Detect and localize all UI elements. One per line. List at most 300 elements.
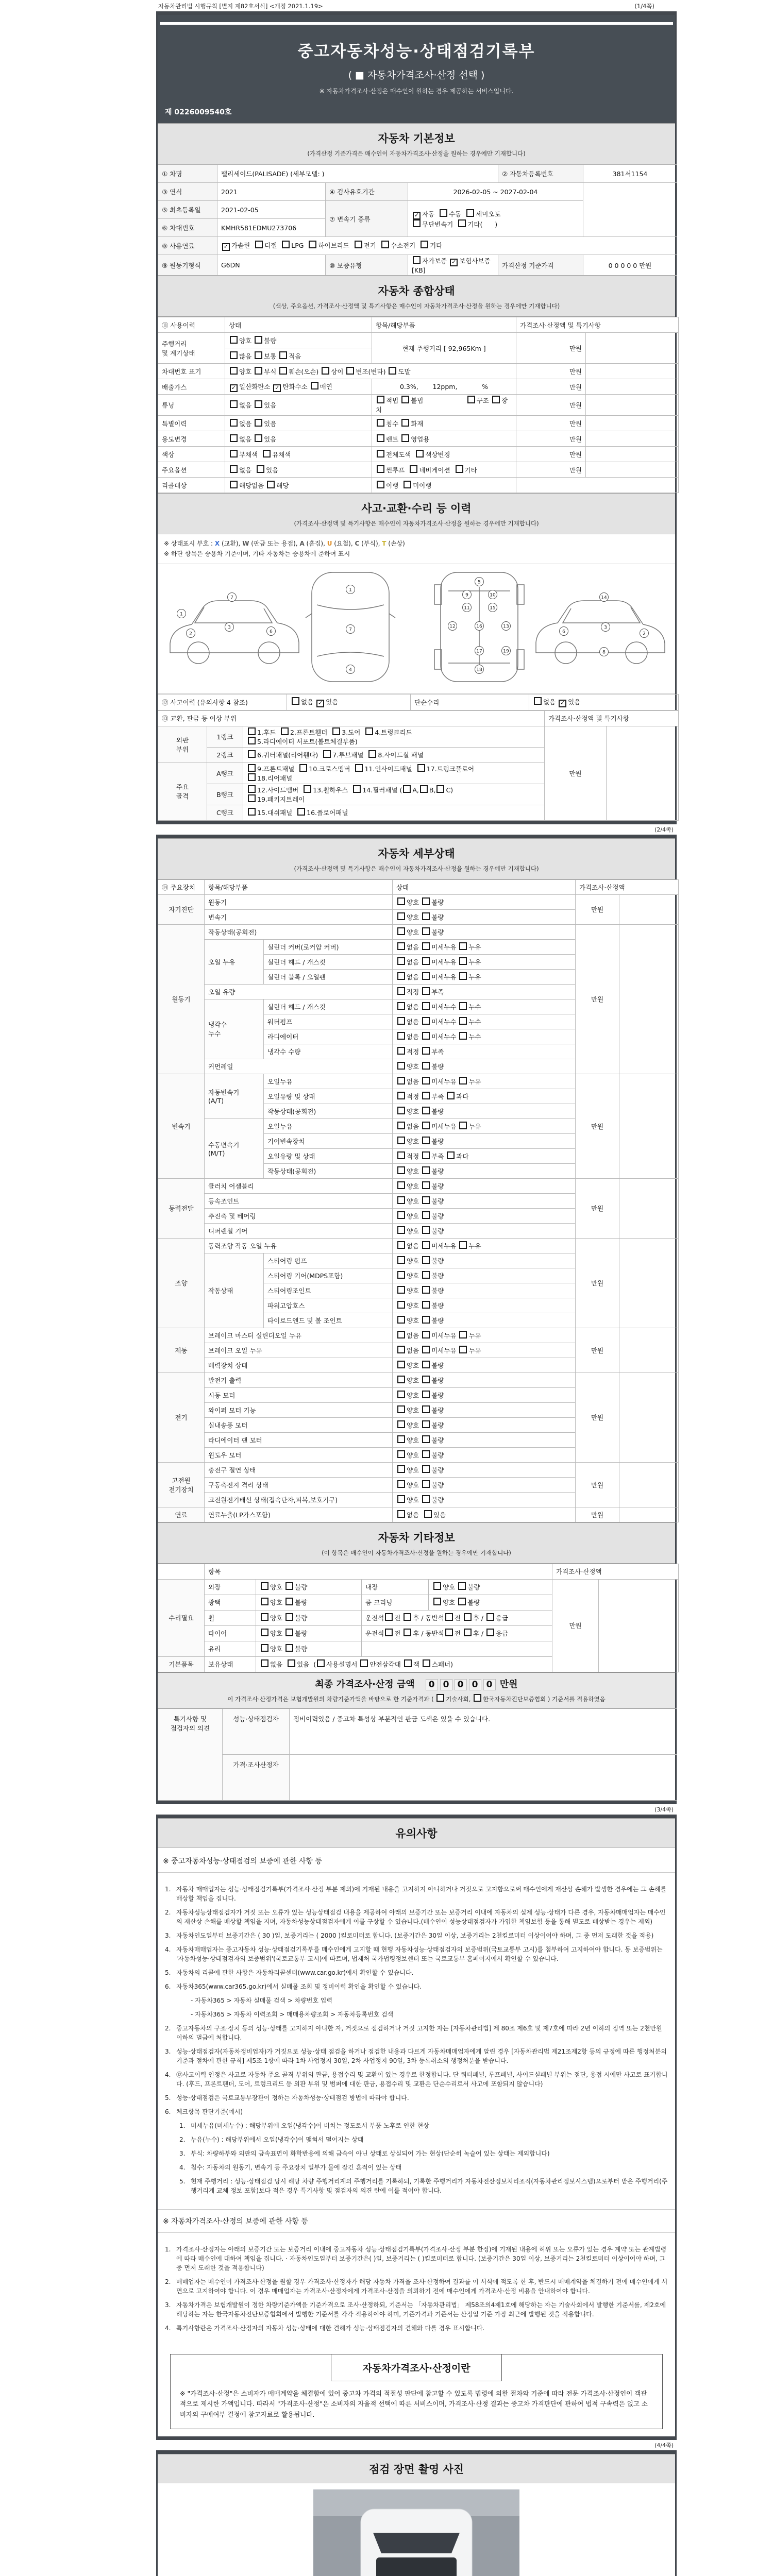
checkbox-icon [459,1002,467,1010]
price-definition-body: ※ "가격조사·산정"은 소비자가 매매계약을 체결함에 있어 중고차 가격의 적절성 판단에 참고할 수 있도록 법령에 의한 절차와 기준에 따라 전문 가격조사·산정인이 객관적으로 제시한 가액입니다. 따라서 "가격조사·산정"은 소비자의 자율적 선택에 따른 서비스이며, 가격조사·산정 결과는 중고차 가격판단에 관하여 법적 구속력은 없고 소비자의 구매여부 결정에 참고자료로 활용됩니다. [180,2389,648,2419]
checkbox-icon [332,727,340,735]
checkbox-icon [445,1613,453,1621]
checkbox-icon [397,1420,405,1428]
table-cell: ⑩ 보증유형 [326,255,408,276]
checkbox-icon [436,1694,444,1702]
checkbox-cell: 없음 있음 ( 사용설명서 안전삼각대 잭 스패너) [256,1656,552,1672]
checkbox-icon [377,419,384,427]
checkbox-icon [397,1196,405,1204]
table-cell [619,1507,679,1522]
checkbox-icon [261,1644,268,1652]
checkbox-icon [447,1092,455,1099]
checkbox-cell: 양호 불량 [393,1163,576,1178]
checkbox-icon [422,1196,430,1204]
svg-text:8: 8 [602,650,606,655]
checkbox-icon [416,450,424,457]
checkbox-icon [255,419,262,427]
checkbox-icon [397,1137,405,1144]
detail-state-table [158,879,675,1522]
checkbox-cell: 없음 미세누유 누유 [393,1328,576,1343]
checkbox-icon [422,1122,430,1129]
checkbox-icon [433,1582,441,1590]
notice-item: 3. 부식: 차량하부와 외판의 금속표면이 화학반응에 의해 금속이 아닌 상태로 상실되어 가는 현상(단순히 녹슬어 있는 상태는 제외합니다) [179,2149,550,2157]
section-subtitle: (가격산정 기준가격은 매수인이 자동차가격조사·산정을 원하는 경우에만 기재합니다) [307,150,526,157]
table-cell: ⑧ 사용연료 [158,237,217,255]
checkbox-cell: 렌트 영업용 [372,431,516,447]
checkbox-cell: 적정 부족 [393,984,576,999]
checkbox-cell: 양호 불량 [393,1417,576,1432]
checkbox-icon [365,727,373,735]
checkbox-cell: 없음 미세누유 누유 [393,954,576,969]
checkbox-icon [422,1450,430,1458]
checkbox-icon [292,697,299,705]
svg-text:14: 14 [601,595,607,601]
checkbox-icon [261,1629,268,1636]
checkbox-cell: 양호 불량 [225,333,372,348]
table-cell: 냉각수 누수 [205,999,264,1059]
checkbox-icon [397,1376,405,1383]
checkbox-icon [397,1346,405,1353]
checkbox-icon [422,957,430,965]
checkbox-cell: 양호 불량 [429,1579,552,1595]
checkbox-cell: 없음 있음 [225,395,372,416]
table-cell: 만원 [545,726,607,820]
table-cell: 자기진단 [158,894,205,924]
page-4 [156,2450,677,2576]
table-cell: 디퍼렌셜 기어 [205,1223,393,1238]
table-cell: 실린더 헤드 / 개스킷 [264,954,393,969]
table-cell: 오일누유 [264,1074,393,1089]
notice-item: 6. 체크항목 판단기준(예시) [165,2108,243,2115]
notice-header [158,1818,675,1848]
table-cell [607,726,679,820]
table-cell: 구동축전지 격리 상태 [205,1477,393,1492]
checkbox-cell: 양호 불량 [393,1477,576,1492]
table-cell: 고전원 전기장치 [158,1462,205,1507]
checkbox-icon [422,1226,430,1234]
svg-text:1: 1 [349,587,352,593]
inspector-opinion-table [158,1708,675,1801]
checkbox-icon [248,727,256,735]
table-cell: 휠 [205,1610,256,1625]
report-note: ※ 자동차가격조사·산정은 매수인이 원하는 경우 제공하는 서비스입니다. [319,88,514,95]
checkbox-icon [230,336,238,344]
checkbox-icon [422,1271,430,1279]
checkbox-icon [433,1598,441,1605]
table-cell: 브레이크 마스터 실린더오일 누유 [205,1328,393,1343]
checkbox-icon [355,764,363,772]
notice-item: 2. 누유(누수) : 해당부위에서 오일(냉각수)이 맺혀서 떨어지는 상태 [179,2136,364,2143]
checkbox-icon [385,1629,393,1636]
checkbox-cell: 없음 있음 [225,416,372,431]
table-cell [619,1328,679,1372]
table-cell: 기본품목 [158,1656,205,1672]
table-cell: 연료누출(LP가스포함) [205,1507,393,1522]
table-cell: ⑤ 최초등록일 [158,201,217,219]
checkbox-icon [417,764,425,772]
checkbox-icon [459,1032,467,1040]
checkbox-icon [397,1181,405,1189]
checkbox-icon [230,481,238,488]
table-cell [586,395,679,416]
table-cell [619,894,679,924]
checkbox-icon [255,241,263,248]
checkbox-icon [492,396,500,403]
notice-item: 4. 특기사항란은 가격조사·산정자의 자동차 성능·상태에 대한 견해가 성능·상태점검자의 견해와 다를 경우 표시합니다. [165,2324,485,2332]
checkbox-icon [397,912,405,920]
table-cell: 클러치 어셈블리 [205,1178,393,1193]
checkbox-icon [422,1435,430,1443]
checkbox-cell: 없음 미세누수 누수 [393,1029,576,1044]
checkbox-icon [421,241,428,248]
price-digit-box: 0 [455,1679,467,1690]
svg-text:1: 1 [180,612,183,617]
checkbox-icon [397,1510,405,1518]
checkbox-cell: 없음 미세누수 누수 [393,999,576,1014]
table-cell: 만원 [516,447,586,462]
table-cell: 룸 크리닝 [362,1595,429,1610]
checkbox-icon [422,1241,430,1249]
table-cell: 0.3%, 12ppm, % [372,379,516,395]
checkbox-icon [422,1002,430,1010]
table-cell: 변속기 [158,1074,205,1178]
table-cell: 381서1154 [583,165,677,183]
notice-item: 5. 현재 주행거리 : 성능·상태점검 당시 해당 차량 주행거리계의 주행거리를 기록하되, 기록한 주행거리가 자동차전산정보처리조직(자동차관리정보시스템)으로부터 받은 주행거리(주행거리계 교체 정보 포함)보다 적은 경우 특기사항 및 점검자의 의견 란에 이를 적어야 합니다. [179,2177,668,2194]
checkbox-icon [377,396,384,403]
page-marker-3: (3/4쪽) [654,1806,674,1813]
checkbox-cell: 적법 불법 구조 장치 [372,395,516,416]
checkbox-icon [397,1331,405,1338]
checkbox-icon [459,942,467,950]
table-cell: 실내송풍 모터 [205,1417,393,1432]
table-cell: 동력전달 [158,1178,205,1238]
table-cell: 라디에이터 팬 모터 [205,1432,393,1447]
checkbox-icon [422,1331,430,1338]
checkbox-icon [397,972,405,980]
checkbox-icon [255,434,262,442]
svg-text:13: 13 [503,624,509,630]
checkbox-cell: 양호 불량 [393,1402,576,1417]
checkbox-icon [459,972,467,980]
checkbox-icon [255,367,262,375]
section-title: 자동차 기본정보 [378,132,455,145]
table-cell: C랭크 [207,805,243,820]
checkbox-icon [397,1062,405,1070]
checkbox-icon: ✓ [413,212,421,219]
accident-note-2: ※ 하단 항목은 승용차 기준이며, 기타 자동차는 승용차에 준하여 표시 [164,550,350,558]
checkbox-cell: 9.프론트패널 10.크로스멤버 11.인사이드패널 17.트렁크플로어 18.리어패널 [243,762,545,784]
checkbox-icon [422,1211,430,1219]
table-cell: 주요 골격 [158,762,207,820]
table-cell: 기어변속장치 [264,1133,393,1148]
table-cell: 만원 [576,1462,619,1507]
checkbox-icon [397,1391,405,1398]
checkbox-icon [397,1301,405,1309]
checkbox-icon [397,1286,405,1294]
checkbox-icon [422,927,430,935]
table-cell: 가격조사·산정액 [552,1564,679,1579]
table-cell: 외장 [205,1579,256,1595]
checkbox-icon: ✓ [450,259,458,266]
table-cell: 타이어 [205,1625,256,1641]
checkbox-icon [397,1166,405,1174]
svg-text:15: 15 [490,605,496,611]
table-cell: 주요옵션 [158,462,225,478]
checkbox-icon [377,450,384,457]
table-cell: 만원 [576,1074,619,1178]
final-price-unit: 만원 [499,1679,518,1690]
checkbox-icon [304,785,311,793]
checkbox-icon [248,773,256,781]
checkbox-icon [447,1151,455,1159]
checkbox-icon [397,1032,405,1040]
checkbox-icon [397,1405,405,1413]
checkbox-icon [422,987,430,995]
checkbox-icon [422,1316,430,1324]
checkbox-icon [377,434,384,442]
table-cell: 상태 [225,317,372,333]
table-cell: 배력장치 상태 [205,1358,393,1372]
checkbox-cell: 양호 불량 [393,1059,576,1074]
checkbox-icon [422,1495,430,1503]
checkbox-icon [309,241,316,248]
table-cell: 광택 [205,1595,256,1610]
checkbox-icon [397,1151,405,1159]
checkbox-cell: 운전석 전 후 / 동반석 전 후 / 응급 [362,1625,552,1641]
checkbox-icon [422,1420,430,1428]
checkbox-icon [322,367,329,375]
checkbox-icon [248,808,256,816]
svg-text:17: 17 [476,649,482,654]
checkbox-cell: 없음 있음 [225,431,372,447]
checkbox-cell: 많음 보통 적음 [225,348,372,364]
checkbox-icon [422,1346,430,1353]
checkbox-cell: 없음 ✓ 있음 [287,694,411,710]
checkbox-icon [459,1122,467,1129]
table-cell: ② 자동차등록번호 [498,165,583,183]
table-cell: 항목 [205,1564,552,1579]
checkbox-cell: 없음 미세누유 누유 [393,1074,576,1089]
photos-title: 점검 장면 촬영 사진 [368,2463,464,2476]
accident-history-row [158,694,675,710]
page-1 [156,11,677,824]
svg-text:9: 9 [465,592,468,598]
checkbox-cell: 썬루프 네비게이션 기타 [372,462,516,478]
checkbox-cell: 없음 미세누유 누유 [393,939,576,954]
table-cell: 가격조사·산정액 및 특기사항 [545,710,679,726]
table-cell: 배출가스 [158,379,225,395]
notice-item: 5. 성능·상태점검은 국토교통부장관이 정하는 자동차성능·상태점검 방법에 따라야 합니다. [165,2094,409,2102]
checkbox-cell: 1.후드 2.프론트휀더 3.도어 4.트렁크리드 5.라디에이터 서포트(볼트체결부품) [243,726,545,747]
table-cell: 튜닝 [158,395,225,416]
table-cell: 오일 누유 [205,939,264,984]
table-cell: 와이퍼 모터 기능 [205,1402,393,1417]
table-cell: 가격조사·산정액 및 특기사항 [516,317,679,333]
section-title: 자동차 기타정보 [378,1531,455,1544]
table-cell: 충전구 절연 상태 [205,1462,393,1477]
notice-item: 2. 매매업자는 매수인이 가격조사·산정을 원할 경우 가격조사·산정자가 해당 자동차 가격을 조사·산정하여 결과를 이 서식에 적도록 한 후, 반드시 매매계약을 체결하기 전에 매수인에게 서면으로 고지하여야 합니다. 이 경우 매매업자는 가격조사·산정자에게 가격조사·산정을 의뢰하기 전에 매수인에게 가격조사·산정 비용을 안내하여야 합니다. [165,2278,668,2295]
checkbox-icon [389,367,396,375]
checkbox-icon [317,1659,325,1667]
checkbox-icon [422,1391,430,1398]
checkbox-icon [404,1629,411,1636]
checkbox-icon [464,1613,472,1621]
checkbox-icon [255,351,262,359]
svg-text:12: 12 [449,624,456,630]
table-cell: G6DN [217,255,326,276]
checkbox-icon [353,785,361,793]
table-cell [619,1372,679,1462]
checkbox-icon [285,1644,293,1652]
checkbox-cell: 없음 있음 [225,462,372,478]
table-cell: 오일유량 및 상태 [264,1089,393,1104]
checkbox-icon [459,1077,467,1084]
table-cell: 워터펌프 [264,1014,393,1029]
svg-text:19: 19 [503,649,509,654]
checkbox-icon [397,1017,405,1025]
table-cell: 0 0 0 0 0 만원 [583,255,677,276]
checkbox-icon [397,1495,405,1503]
checkbox-icon [285,1582,293,1590]
notice-block-b-title: ※ 자동차가격조사·산정의 보증에 관한 사항 등 [158,2209,675,2233]
checkbox-icon [458,219,466,227]
checkbox-cell: 양호 불량 [393,1462,576,1477]
table-cell: 발전기 출력 [205,1372,393,1387]
damage-code-letter: X [214,540,220,547]
checkbox-icon [401,396,409,403]
checkbox-icon [422,1166,430,1174]
notice-item: 1. 미세누유(미세누수) : 해당부위에 오일(냉각수)이 비치는 정도로서 부품 노후로 인한 현상 [179,2122,429,2129]
page-marker-4: (4/4쪽) [654,2442,674,2449]
checkbox-cell: 양호 불량 [393,1193,576,1208]
checkbox-cell: 없음 ✓ 있음 [529,694,679,710]
checkbox-icon [261,1582,268,1590]
checkbox-icon: ✓ [222,243,230,251]
checkbox-icon [397,927,405,935]
table-cell: 현재 주행거리 [ 92,965Km ] [372,333,516,364]
table-cell: 항목/해당부품 [205,879,393,894]
checkbox-icon [459,1241,467,1249]
checkbox-icon [422,1047,430,1055]
basic-info-table [158,164,675,276]
checkbox-cell: 운전석 전 후 / 동반석 전 후 / 응급 [362,1610,552,1625]
table-cell: 만원 [576,1178,619,1238]
checkbox-icon [230,400,238,408]
price-digit-box: 0 [426,1679,438,1690]
checkbox-icon [230,419,238,427]
svg-text:10: 10 [490,592,496,598]
checkbox-icon [261,1659,268,1667]
table-cell: 만원 [516,395,586,416]
table-cell: 보유상태 [205,1656,256,1672]
table-cell: 특기사항 및 점검자의 의견 [158,1708,223,1800]
checkbox-icon [299,764,307,772]
checkbox-icon [486,1613,494,1621]
checkbox-icon [459,1331,467,1338]
checkbox-icon [422,1151,430,1159]
checkbox-icon [422,897,430,905]
checkbox-icon [422,1032,430,1040]
checkbox-cell: 양호 불량 [256,1579,362,1595]
section-subtitle: (가격조사·산정액 및 특기사항은 매수인이 자동차가격조사·산정을 원하는 경우에만 기재합니다) [294,520,539,527]
checkbox-icon [422,1017,430,1025]
checkbox-cell: 6.쿼터패널(리어휀다) 7.루브패널 8.사이드실 패널 [243,747,545,762]
svg-text:7: 7 [349,627,352,633]
table-cell: 동력조향 작동 오일 누유 [205,1238,393,1253]
notice-item: 4. 침수: 자동차의 원동기, 변속기 등 주요장치 일부가 물에 잠긴 흔적이 있는 상태 [179,2163,402,2171]
table-cell: ⑭ 주요장치 [158,879,205,894]
table-cell: ① 차명 [158,165,217,183]
checkbox-icon [323,750,331,758]
table-cell: 항목/해당부품 [372,317,516,333]
table-cell: ⑫ 사고이력 (유의사항 4 참조) [158,694,287,710]
table-cell: 스티어링 펌프 [264,1253,393,1268]
checkbox-icon [397,1077,405,1084]
checkbox-cell: 양호 불량 [393,1178,576,1193]
checkbox-icon [385,1613,393,1621]
checkbox-cell: 적정 부족 [393,1044,576,1059]
checkbox-cell: 없음 미세누유 누유 [393,1343,576,1358]
table-cell: 2026-02-05 ~ 2027-02-04 [408,183,583,201]
svg-text:18: 18 [476,667,482,673]
svg-text:11: 11 [464,605,470,611]
table-cell [619,1462,679,1507]
checkbox-icon [397,1480,405,1488]
checkbox-icon: ✓ [273,384,281,392]
report-header [158,15,675,123]
checkbox-icon [397,1226,405,1234]
checkbox-icon [355,241,362,248]
checkbox-cell: 없음 미세누유 누유 [393,1238,576,1253]
checkbox-cell: 양호 불량 [393,924,576,939]
checkbox-icon [403,785,411,793]
checkbox-icon [458,1598,466,1605]
checkbox-icon [397,1316,405,1324]
table-cell: 만원 [552,1579,599,1672]
final-price-label: 최종 가격조사·산정 금액 [315,1679,415,1690]
checkbox-cell: 양호 불량 [393,1387,576,1402]
table-cell: 만원 [516,379,586,395]
checkbox-icon [422,1376,430,1383]
table-cell: B랭크 [207,784,243,805]
checkbox-icon [267,481,275,488]
notice-item: 3. 성능·상태점검자(자동차정비업자)가 거짓으로 성능·상태 점검을 하거나 점검한 내용과 다르게 자동차매매업자에게 알린 경우 [자동차관리법 제21조제2항 등의 규정에 따른 행정처분의 기준과 절차에 관한 규칙] 제5조 1항에 따라 1차 사업정지 30일, 2차 사업정지 90일, 3차 등록취소의 행정처분을 받습니다. [165,2047,667,2064]
table-cell: 파워고압호스 [264,1298,393,1313]
table-cell [586,379,679,395]
checkbox-icon [397,1450,405,1458]
checkbox-cell: 적정 부족 과다 [393,1089,576,1104]
checkbox-icon [381,241,389,248]
table-cell: 브레이크 오일 누유 [205,1343,393,1358]
checkbox-icon [397,957,405,965]
table-cell: 특별이력 [158,416,225,431]
table-cell: 만원 [576,1238,619,1328]
checkbox-icon [263,450,271,457]
table-cell [586,416,679,431]
checkbox-cell: 12.사이드멤버 13.휠하우스 14.필러패널 ( A, B, C) 19.패키지트레이 [243,784,545,805]
svg-text:6: 6 [270,629,273,635]
table-cell: 원동기 [205,894,393,909]
svg-text:6: 6 [562,629,565,635]
checkbox-icon [397,1256,405,1264]
notice-title: 유의사항 [395,1827,438,1840]
price-definition-box [170,2354,663,2429]
checkbox-icon [422,1092,430,1099]
notice-item: 5. 자동차의 리콜에 관한 사항은 자동차리콜센터(www.car.go.kr)에서 확인할 수 있습니다. [165,1969,414,1976]
checkbox-cell: 양호 불량 [393,1313,576,1328]
panel-rank-table [158,710,675,821]
checkbox-icon [474,1694,481,1702]
